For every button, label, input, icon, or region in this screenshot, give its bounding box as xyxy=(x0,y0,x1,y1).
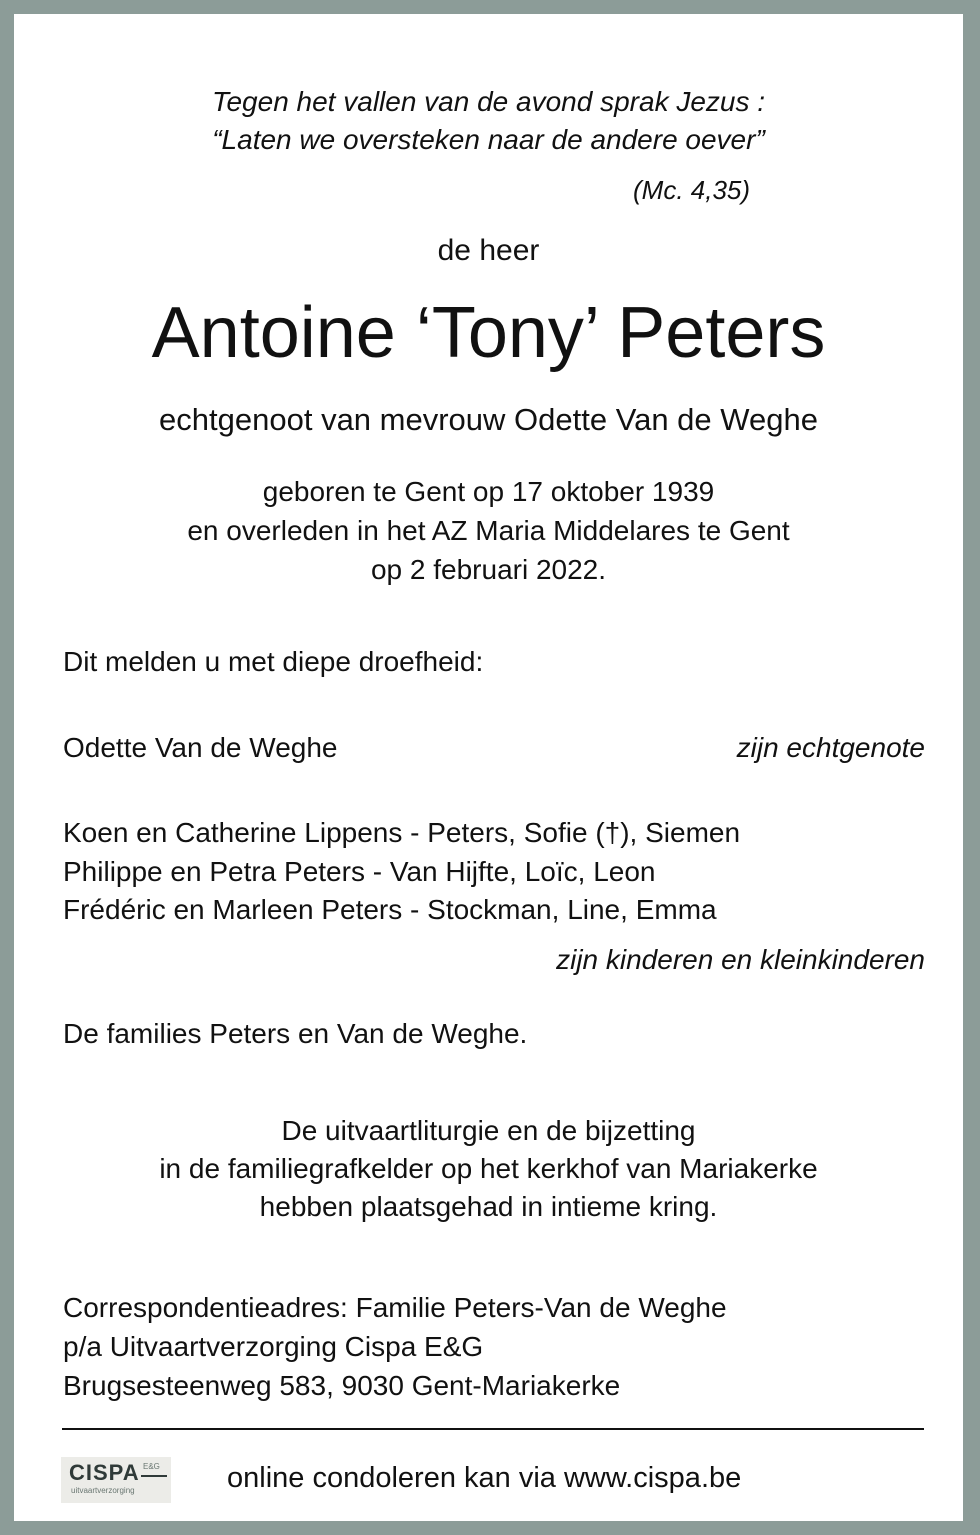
funeral-line-2: in de familiegrafkelder op het kerkhof van Mariakerke xyxy=(159,1153,818,1184)
correspondence-line-2: p/a Uitvaartverzorging Cispa E&G xyxy=(63,1331,484,1362)
logo-subtitle: uitvaartverzorging xyxy=(71,1486,135,1495)
life-line-3: op 2 februari 2022. xyxy=(370,554,607,585)
cispa-logo xyxy=(61,1457,171,1503)
divider xyxy=(62,1428,924,1430)
logo-underline xyxy=(141,1475,167,1477)
children-line-1: Koen en Catherine Lippens - Peters, Sofie (†), Siemen xyxy=(63,817,741,848)
honorific: de heer xyxy=(437,234,540,267)
obituary-card xyxy=(14,14,963,1521)
children-relation: zijn kinderen en kleinkinderen xyxy=(556,944,925,975)
quote-line-1: Tegen het vallen van de avond sprak Jezus : xyxy=(211,86,766,117)
spouse-relation: zijn echtgenote xyxy=(736,732,925,763)
funeral-line-1: De uitvaartliturgie en de bijzetting xyxy=(281,1115,696,1146)
quote-line-2: “Laten we oversteken naar de andere oever” xyxy=(212,124,765,155)
deceased-name: Antoine ‘Tony’ Peters xyxy=(151,293,826,373)
correspondence-line-1: Correspondentieadres: Familie Peters-Van de Weghe xyxy=(63,1292,727,1323)
spouse-line: echtgenoot van mevrouw Odette Van de Weghe xyxy=(159,402,818,437)
announcement-intro: Dit melden u met diepe droefheid: xyxy=(63,646,484,677)
condolence-link[interactable]: online condoleren kan via www.cispa.be xyxy=(227,1462,742,1494)
logo-superscript: E&G xyxy=(143,1462,160,1471)
funeral-line-3: hebben plaatsgehad in intieme kring. xyxy=(259,1191,718,1222)
life-line-1: geboren te Gent op 17 oktober 1939 xyxy=(262,476,715,507)
families-line: De families Peters en Van de Weghe. xyxy=(63,1018,528,1049)
children-line-2: Philippe en Petra Peters - Van Hijfte, Loïc, Leon xyxy=(63,856,656,887)
logo-wordmark: CISPA xyxy=(69,1460,140,1485)
children-line-3: Frédéric en Marleen Peters - Stockman, Line, Emma xyxy=(63,894,717,925)
quote-reference: (Mc. 4,35) xyxy=(633,175,751,205)
life-line-2: en overleden in het AZ Maria Middelares te Gent xyxy=(187,515,790,546)
spouse-name: Odette Van de Weghe xyxy=(63,732,338,763)
correspondence-line-3: Brugsesteenweg 583, 9030 Gent-Mariakerke xyxy=(63,1370,621,1401)
